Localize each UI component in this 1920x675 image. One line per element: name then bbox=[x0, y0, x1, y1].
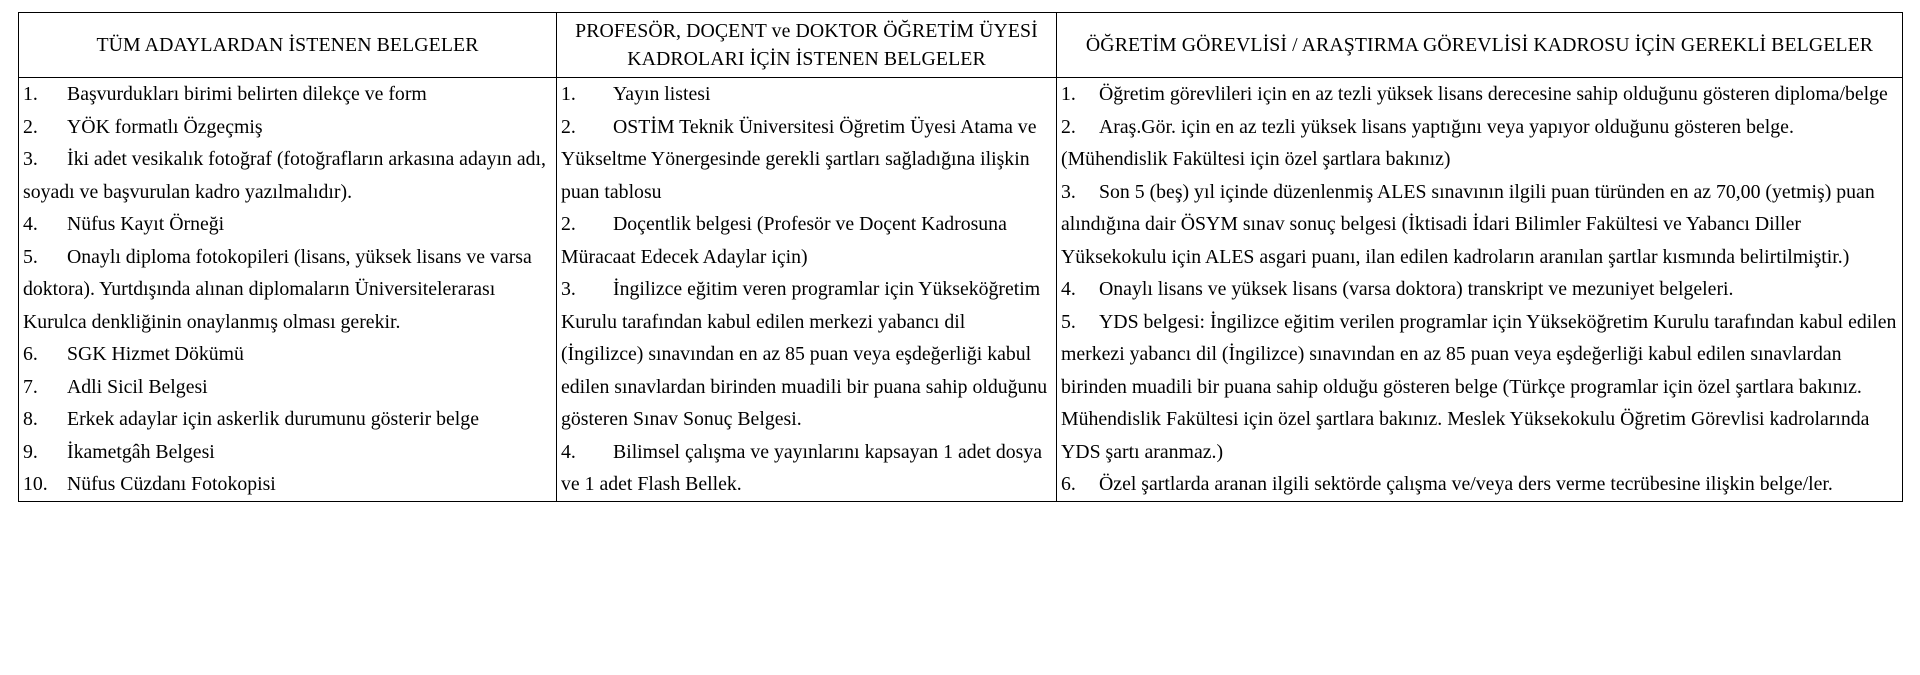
list-item: 3. Son 5 (beş) yıl içinde düzenlenmiş ALES sınavının ilgili puan türünden en az 70,00 (yetmiş) puan alındığına dair ÖSYM sınav sonuç belgesi (İktisadi İdari Bilimler Fakültesi ve Yabancı Diller Yüksekokulu için ALES asgari puanı, ilan edilen kadroların aranılan şartlar kısmında belirtilmiştir.) bbox=[1061, 180, 1875, 268]
list-item: 2. YÖK formatlı Özgeçmiş bbox=[23, 115, 263, 138]
list-item: 5. YDS belgesi: İngilizce eğitim verilen programlar için Yükseköğretim Kurulu tarafından kabul edilen merkezi yabancı dil (İngilizce) sınavından en az 85 puan veya eşdeğerliği kabul edilen sınavlardan birinden muadili bir puana sahip olduğu gösteren belge (Türkçe programlar için özel şartlara bakınız. Mühendislik Fakültesi için özel şartlara bakınız. Meslek Yüksekokulu Öğretim Görevlisi kadrolarında YDS şartı aranmaz.) bbox=[1061, 310, 1897, 463]
faculty-members-list bbox=[561, 78, 1052, 501]
list-item: 4. Onaylı lisans ve yüksek lisans (varsa doktora) transkript ve mezuniyet belgeleri. bbox=[1061, 278, 1734, 300]
list-item: 9. İkametgâh Belgesi bbox=[23, 440, 215, 463]
lecturer-research-assistant-list bbox=[1061, 78, 1898, 501]
header-all-candidates: TÜM ADAYLARDAN İSTENEN BELGELER bbox=[19, 13, 557, 78]
list-item: 2. Doçentlik belgesi (Profesör ve Doçent Kadrosuna Müracaat Edecek Adaylar için) bbox=[561, 213, 1007, 268]
list-item: 1. Başvurdukları birimi belirten dilekçe ve form bbox=[23, 83, 427, 105]
header-faculty-members: PROFESÖR, DOÇENT ve DOKTOR ÖĞRETİM ÜYESİ KADROLARI İÇİN İSTENEN BELGELER bbox=[557, 13, 1057, 78]
list-item: 10. Nüfus Cüzdanı Fotokopisi bbox=[23, 473, 276, 495]
content-row bbox=[19, 78, 1903, 502]
list-item: 5. Onaylı diploma fotokopileri (lisans, yüksek lisans ve varsa doktora). Yurtdışında alınan diplomaların Üniversitelerarası Kurulca denkliğinin onaylanmış olması gerekir. bbox=[23, 245, 532, 333]
list-item: 4. Bilimsel çalışma ve yayınlarını kapsayan 1 adet dosya ve 1 adet Flash Bellek. bbox=[561, 440, 1043, 495]
list-item: 6. Özel şartlarda aranan ilgili sektörde çalışma ve/veya ders verme tecrübesine ilişkin belge/ler. bbox=[1061, 473, 1833, 495]
list-item: 6. SGK Hizmet Dökümü bbox=[23, 343, 244, 365]
list-item: 4. Nüfus Kayıt Örneği bbox=[23, 213, 225, 235]
list-item: 2. Araş.Gör. için en az tezli yüksek lisans yaptığını veya yapıyor olduğunu gösteren belge. (Mühendislik Fakültesi için özel şartlara bakınız) bbox=[1061, 115, 1794, 170]
faculty-members-cell bbox=[557, 78, 1057, 502]
list-item: 2. OSTİM Teknik Üniversitesi Öğretim Üyesi Atama ve Yükseltme Yönergesinde gerekli şartları sağladığına ilişkin puan tablosu bbox=[561, 115, 1037, 203]
list-item: 7. Adli Sicil Belgesi bbox=[23, 375, 208, 398]
requirements-table bbox=[18, 12, 1903, 502]
lecturer-research-assistant-cell bbox=[1057, 78, 1903, 502]
header-lecturer-research-assistant: ÖĞRETİM GÖREVLİSİ / ARAŞTIRMA GÖREVLİSİ KADROSU İÇİN GEREKLİ BELGELER bbox=[1057, 13, 1903, 78]
list-item: 8. Erkek adaylar için askerlik durumunu gösterir belge bbox=[23, 408, 479, 430]
header-row bbox=[19, 13, 1903, 78]
all-candidates-list bbox=[23, 78, 552, 501]
all-candidates-cell bbox=[19, 78, 557, 502]
list-item: 1. Yayın listesi bbox=[561, 83, 711, 105]
list-item: 3. İngilizce eğitim veren programlar için Yükseköğretim Kurulu tarafından kabul edilen merkezi yabancı dil (İngilizce) sınavından en az 85 puan veya eşdeğerliği kabul edilen sınavlardan birinden muadili bir puana sahip olduğunu gösteren Sınav Sonuç Belgesi. bbox=[561, 278, 1048, 430]
list-item: 1. Öğretim görevlileri için en az tezli yüksek lisans derecesine sahip olduğunu gösteren diploma/belge bbox=[1061, 83, 1888, 105]
list-item: 3. İki adet vesikalık fotoğraf (fotoğrafların arkasına adayın adı, soyadı ve başvurulan kadro yazılmalıdır). bbox=[23, 148, 546, 203]
